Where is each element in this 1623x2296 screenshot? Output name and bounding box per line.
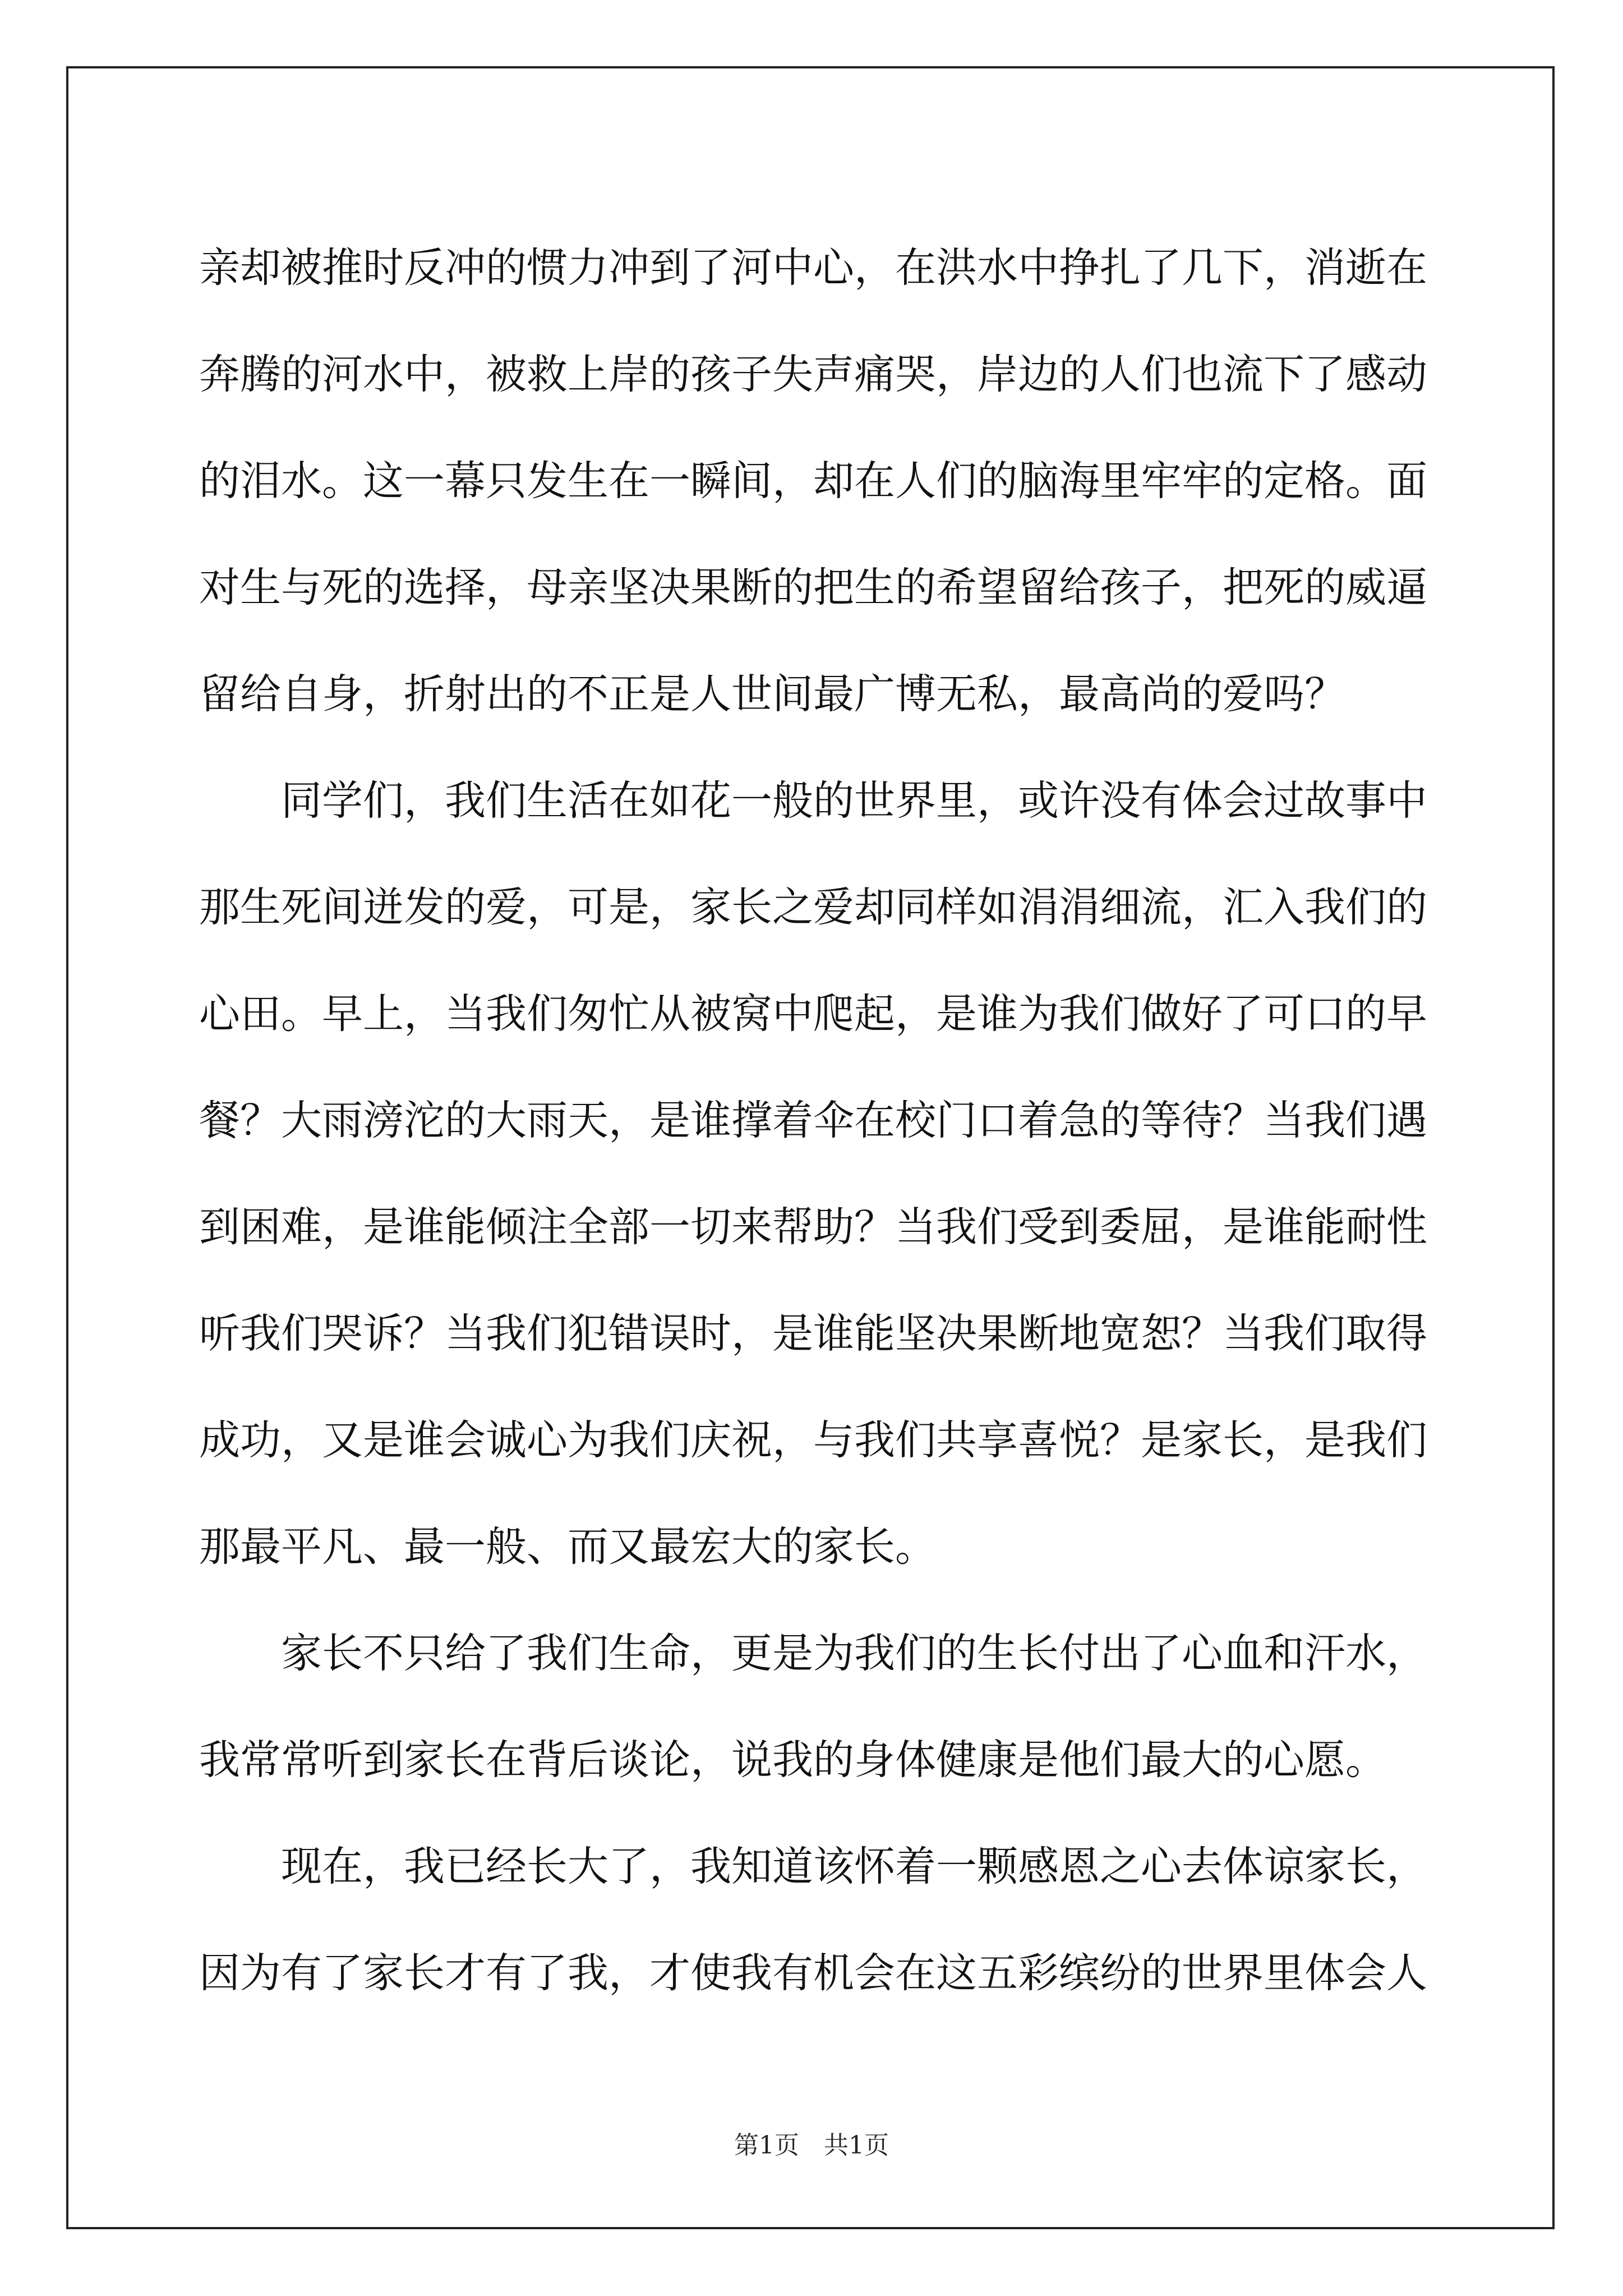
paragraph-2-line-4: 餐？大雨滂沱的大雨天，是谁撑着伞在校门口着急的等待？当我们遇 [199,1097,1427,1144]
paragraph-2-line-7: 成功，又是谁会诚心为我们庆祝，与我们共享喜悦？是家长，是我们 [199,1416,1427,1464]
paragraph-4-line-2: 因为有了家长才有了我，才使我有机会在这五彩缤纷的世界里体会人 [199,1949,1427,1997]
document-body [199,215,1427,2027]
paragraph-2-line-3: 心田。早上，当我们匆忙从被窝中爬起，是谁为我们做好了可口的早 [199,990,1427,1038]
paragraph-1-line-3: 的泪水。这一幕只发生在一瞬间，却在人们的脑海里牢牢的定格。面 [199,457,1427,505]
paragraph-2-line-1: 同学们，我们生活在如花一般的世界里，或许没有体会过故事中 [281,777,1427,825]
paragraph-1-line-2: 奔腾的河水中，被救上岸的孩子失声痛哭，岸边的人们也流下了感动 [199,351,1427,398]
paragraph-1-line-5: 留给自身，折射出的不正是人世间最广博无私，最高尚的爱吗？ [199,670,1345,718]
paragraph-2-line-6: 听我们哭诉？当我们犯错误时，是谁能坚决果断地宽恕？当我们取得 [199,1310,1427,1358]
paragraph-4-line-1: 现在，我已经长大了，我知道该怀着一颗感恩之心去体谅家长， [281,1843,1427,1890]
paragraph-3-line-2: 我常常听到家长在背后谈论，说我的身体健康是他们最大的心愿。 [199,1736,1386,1784]
paragraph-2-line-5: 到困难，是谁能倾注全部一切来帮助？当我们受到委屈，是谁能耐性 [199,1203,1427,1251]
paragraph-2-line-8: 那最平凡、最一般、而又最宏大的家长。 [199,1523,936,1571]
paragraph-3-line-1: 家长不只给了我们生命，更是为我们的生长付出了心血和汗水， [281,1630,1427,1677]
paragraph-1-line-4: 对生与死的选择，母亲坚决果断的把生的希望留给孩子，把死的威逼 [199,564,1427,611]
page-footer: 第1页 共1页 [734,2131,889,2160]
paragraph-2-line-2: 那生死间迸发的爱，可是，家长之爱却同样如涓涓细流，汇入我们的 [199,884,1427,931]
paragraph-1-line-1: 亲却被推时反冲的惯力冲到了河中心，在洪水中挣扎了几下，消逝在 [199,244,1427,292]
